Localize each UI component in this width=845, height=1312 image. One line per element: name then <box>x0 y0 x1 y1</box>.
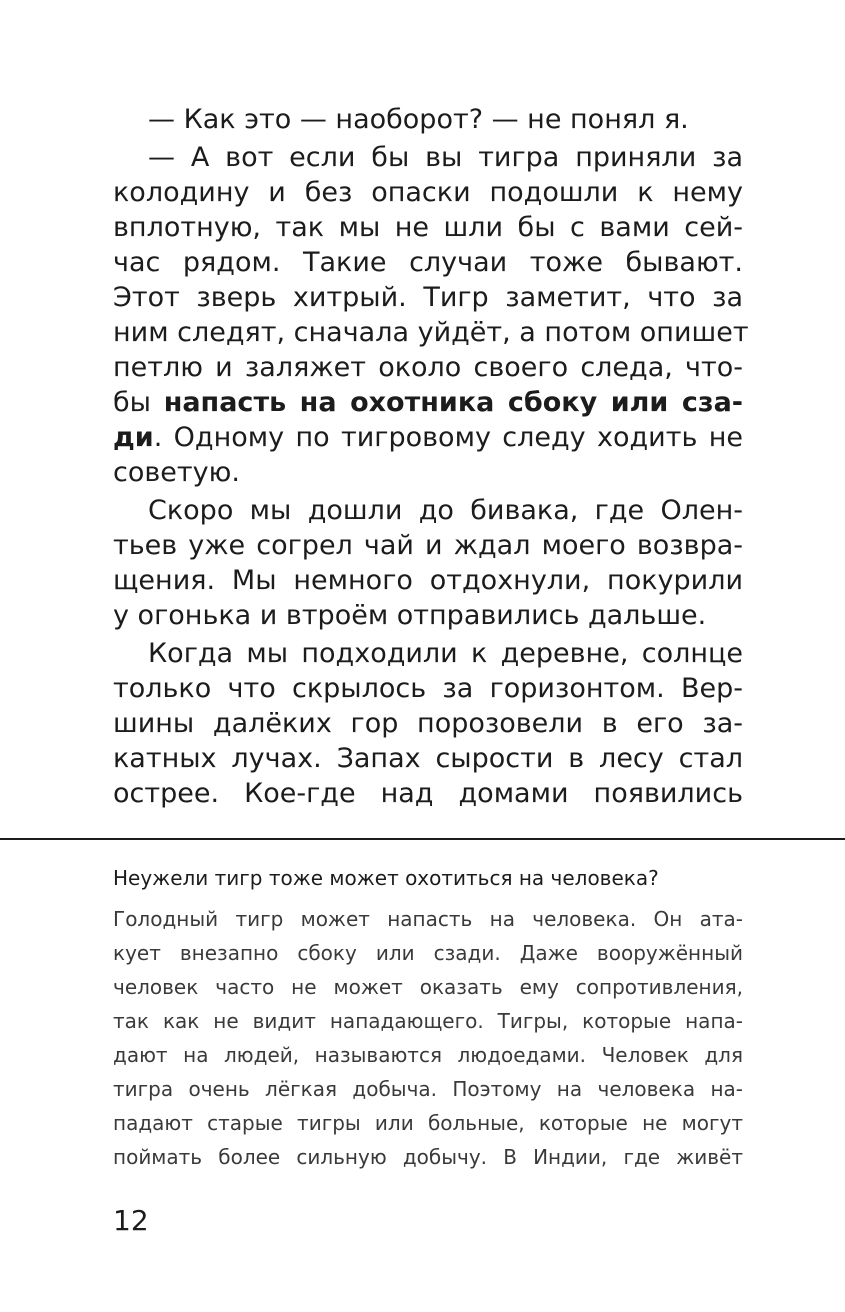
story-line: у огонька и втроём отправились дальше. <box>113 600 707 631</box>
story-line: ним следят, сначала уйдёт, а потом опишет <box>113 317 749 348</box>
story-line: тьев уже согрел чай и ждал моего возвра- <box>113 530 743 561</box>
page-number: 12 <box>113 1204 149 1237</box>
sidebar-line: человек часто не может оказать ему сопротивления, <box>113 975 743 999</box>
sidebar-line: кует внезапно сбоку или сзади. Даже вооружённый <box>113 941 743 965</box>
emphasis-text: напасть на охотника сбоку или сза- <box>163 387 743 418</box>
story-line: петлю и заляжет около своего следа, что- <box>113 352 743 383</box>
story-line: — А вот если бы вы тигра приняли за <box>148 142 743 173</box>
story-line: катных лучах. Запах сырости в лесу стал <box>113 743 743 774</box>
sidebar-line: Голодный тигр может напасть на человека. Он ата- <box>113 907 743 931</box>
story-line: час рядом. Такие случаи тоже бывают. <box>113 247 743 278</box>
story-line: советую. <box>113 457 240 488</box>
story-line: щения. Мы немного отдохнули, покурили <box>113 565 743 596</box>
story-line: шины далёких гор порозовели в его за- <box>113 708 743 739</box>
sidebar-line: так как не видит нападающего. Тигры, которые напа- <box>113 1009 743 1033</box>
story-text-run: бы <box>113 387 164 418</box>
story-text-run: . Одному по тигровому следу ходить не <box>153 422 743 453</box>
story-line: вплотную, так мы не шли бы с вами сей- <box>113 212 743 243</box>
sidebar-line: тигра очень лёгкая добыча. Поэтому на человека на- <box>113 1077 743 1101</box>
sidebar-line: поймать более сильную добычу. В Индии, где живёт <box>113 1145 743 1169</box>
story-line-with-emphasis <box>113 420 743 456</box>
story-line: Скоро мы дошли до бивака, где Олен- <box>148 495 743 526</box>
story-line: острее. Кое-где над домами появились <box>113 778 743 809</box>
sidebar-question: Неужели тигр тоже может охотиться на человека? <box>113 866 659 890</box>
story-line-with-emphasis <box>113 385 743 421</box>
sidebar-line: падают старые тигры или больные, которые не могут <box>113 1111 743 1135</box>
story-line: Когда мы подходили к деревне, солнце <box>148 638 743 669</box>
story-line: — Как это — наоборот? — не понял я. <box>148 104 689 135</box>
sidebar-line: дают на людей, называются людоедами. Человек для <box>113 1043 743 1067</box>
section-divider <box>0 838 845 840</box>
story-line: только что скрылось за горизонтом. Вер- <box>113 673 743 704</box>
emphasis-text: ди <box>113 422 154 453</box>
story-line: Этот зверь хитрый. Тигр заметит, что за <box>113 282 743 313</box>
story-line: колодину и без опаски подошли к нему <box>113 177 743 208</box>
